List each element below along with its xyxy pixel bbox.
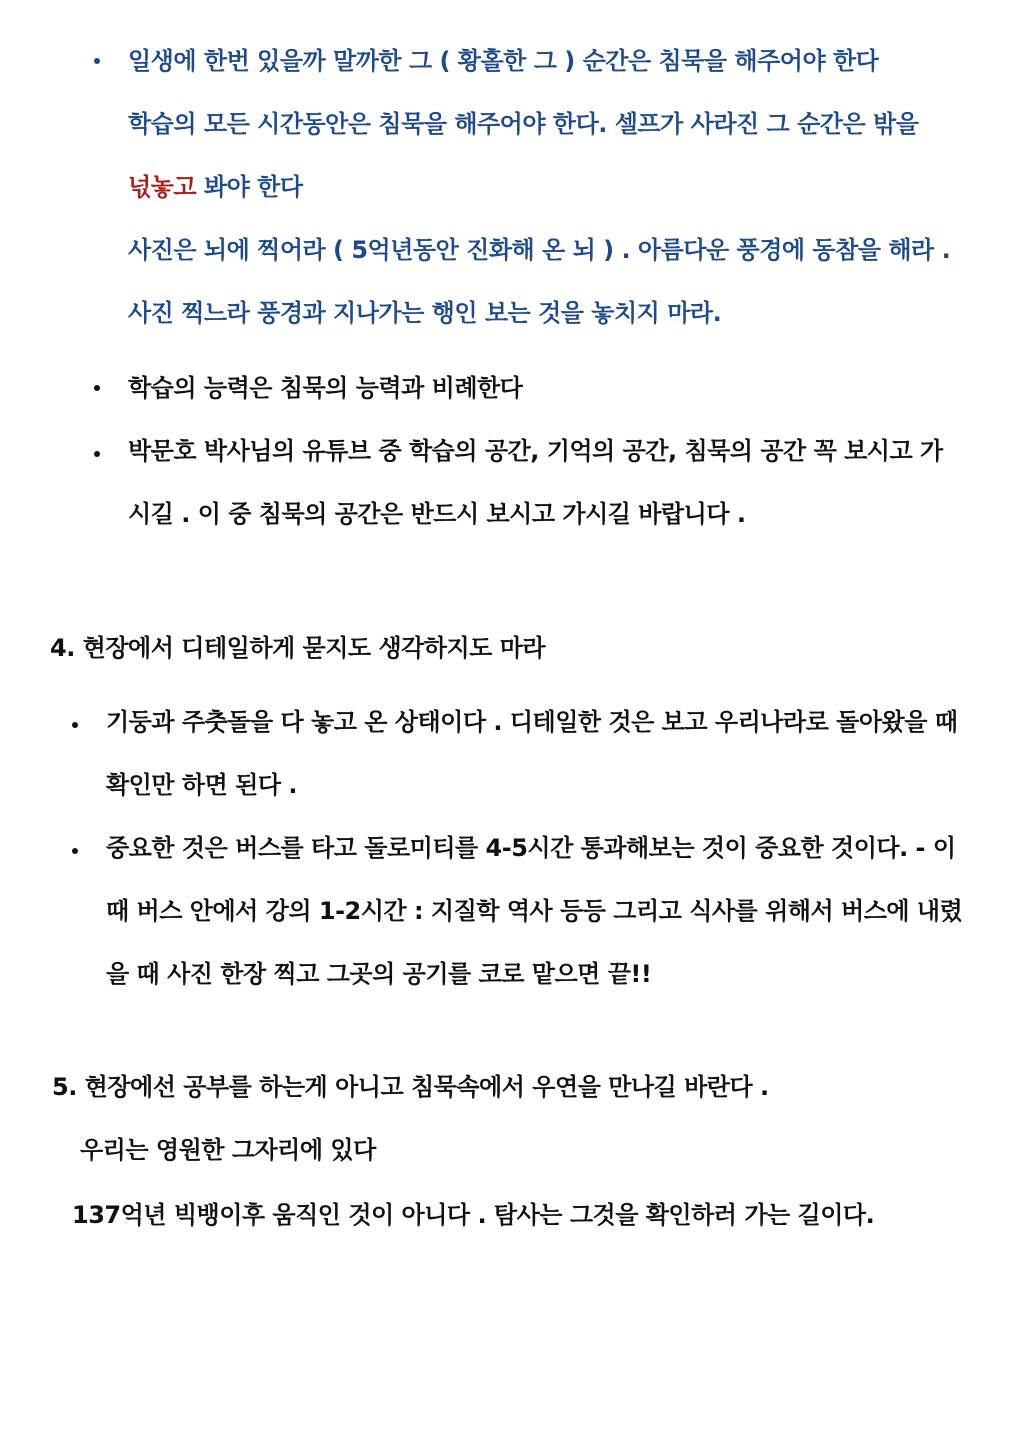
text-line: 일생에 한번 있을까 말까한 그 ( 황홀한 그 ) 순간은 침묵을 해주어야 한다: [128, 47, 879, 75]
section-heading: 5. 현장에선 공부를 하는게 아니고 침묵속에서 우연을 만나길 바란다 .: [52, 1073, 769, 1101]
text-line: 사진 찍느라 풍경과 지나가는 행인 보는 것을 놓치지 마라.: [128, 299, 722, 327]
text-line: 137억년 빅뱅이후 움직인 것이 아니다 . 탐사는 그것을 확인하러 가는 길이다.: [72, 1201, 875, 1229]
text-line: 을 때 사진 한장 찍고 그곳의 공기를 코로 맡으면 끝!!: [106, 960, 652, 988]
text-line: 기둥과 주춧돌을 다 놓고 온 상태이다 . 디테일한 것은 보고 우리나라로 돌아왔을 때: [106, 708, 958, 736]
text-line: 우리는 영원한 그자리에 있다: [80, 1136, 376, 1164]
bullet-dot: [94, 451, 100, 457]
text-line: 중요한 것은 버스를 타고 돌로미티를 4-5시간 통과해보는 것이 중요한 것이다. - 이: [106, 834, 956, 862]
text-line: 학습의 모든 시간동안은 침묵을 해주어야 한다. 셀프가 사라진 그 순간은 밖을: [128, 110, 919, 138]
text-line: 학습의 능력은 침묵의 능력과 비례한다: [128, 374, 523, 402]
bullet-dot: [72, 848, 78, 854]
bullet-dot: [94, 58, 100, 64]
text-line: [128, 171, 303, 203]
bullet-dot: [72, 722, 78, 728]
text-line: 확인만 하면 된다 .: [106, 771, 297, 799]
text-span: 봐야 한다: [196, 173, 303, 201]
section-heading: 4. 현장에서 디테일하게 묻지도 생각하지도 마라: [50, 634, 546, 662]
text-line: 때 버스 안에서 강의 1-2시간 : 지질학 역사 등등 그리고 식사를 위해서 버스에 내렸: [106, 897, 963, 925]
text-line: 사진은 뇌에 찍어라 ( 5억년동안 진화해 온 뇌 ) . 아름다운 풍경에 동참을 해라 .: [128, 236, 951, 264]
text-line: 박문호 박사님의 유튜브 중 학습의 공간, 기억의 공간, 침묵의 공간 꼭 보시고 가: [128, 437, 943, 465]
text-line: 시길 . 이 중 침묵의 공간은 반드시 보시고 가시길 바랍니다 .: [128, 500, 746, 528]
highlight-text: 넋놓고: [128, 173, 197, 201]
bullet-dot: [94, 385, 100, 391]
